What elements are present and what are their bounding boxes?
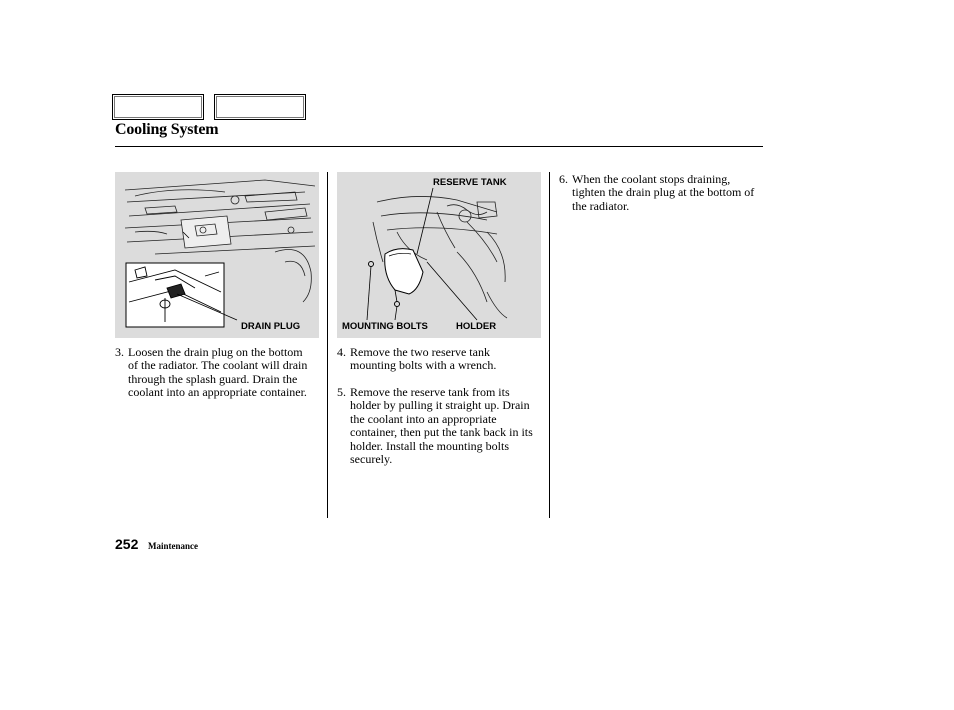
step-number: 3.: [115, 345, 124, 359]
reserve-tank-callout: RESERVE TANK: [433, 177, 507, 188]
holder-callout: HOLDER: [456, 321, 497, 332]
step-3: [115, 346, 321, 400]
page-number: 252: [115, 536, 139, 552]
column-divider-2: [549, 172, 550, 518]
step-text: Remove the two reserve tank mounting bolts with a wrench.: [350, 345, 497, 373]
footer-section: Maintenance: [148, 541, 198, 551]
column-divider-1: [327, 172, 328, 518]
reserve-tank-illustration: [337, 172, 541, 338]
title-divider: [115, 146, 763, 147]
step-5: [337, 386, 543, 466]
reserve-tank-drawing: [337, 172, 541, 338]
step-text: When the coolant stops draining, tighten the drain plug at the bottom of the radiator.: [572, 172, 755, 213]
drain-plug-illustration: [115, 172, 319, 338]
step-number: 6.: [559, 172, 568, 186]
page-title: Cooling System: [115, 121, 219, 138]
step-number: 4.: [337, 345, 346, 359]
nav-tab-2[interactable]: [214, 94, 306, 120]
step-number: 5.: [337, 385, 346, 399]
drain-plug-drawing: [115, 172, 319, 338]
step-6: [559, 173, 765, 213]
step-text: Remove the reserve tank from its holder by pulling it straight up. Drain the coolant into an appropriate container, then put the tank back in its holder. Install the mounting bolts securely.: [350, 385, 533, 467]
step-4: [337, 346, 543, 373]
step-text: Loosen the drain plug on the bottom of the radiator. The coolant will drain through the splash guard. Drain the coolant into an appropriate container.: [128, 345, 308, 400]
drain-plug-callout: DRAIN PLUG: [241, 321, 301, 332]
mounting-bolts-callout: MOUNTING BOLTS: [342, 321, 428, 332]
nav-tab-1[interactable]: [112, 94, 204, 120]
